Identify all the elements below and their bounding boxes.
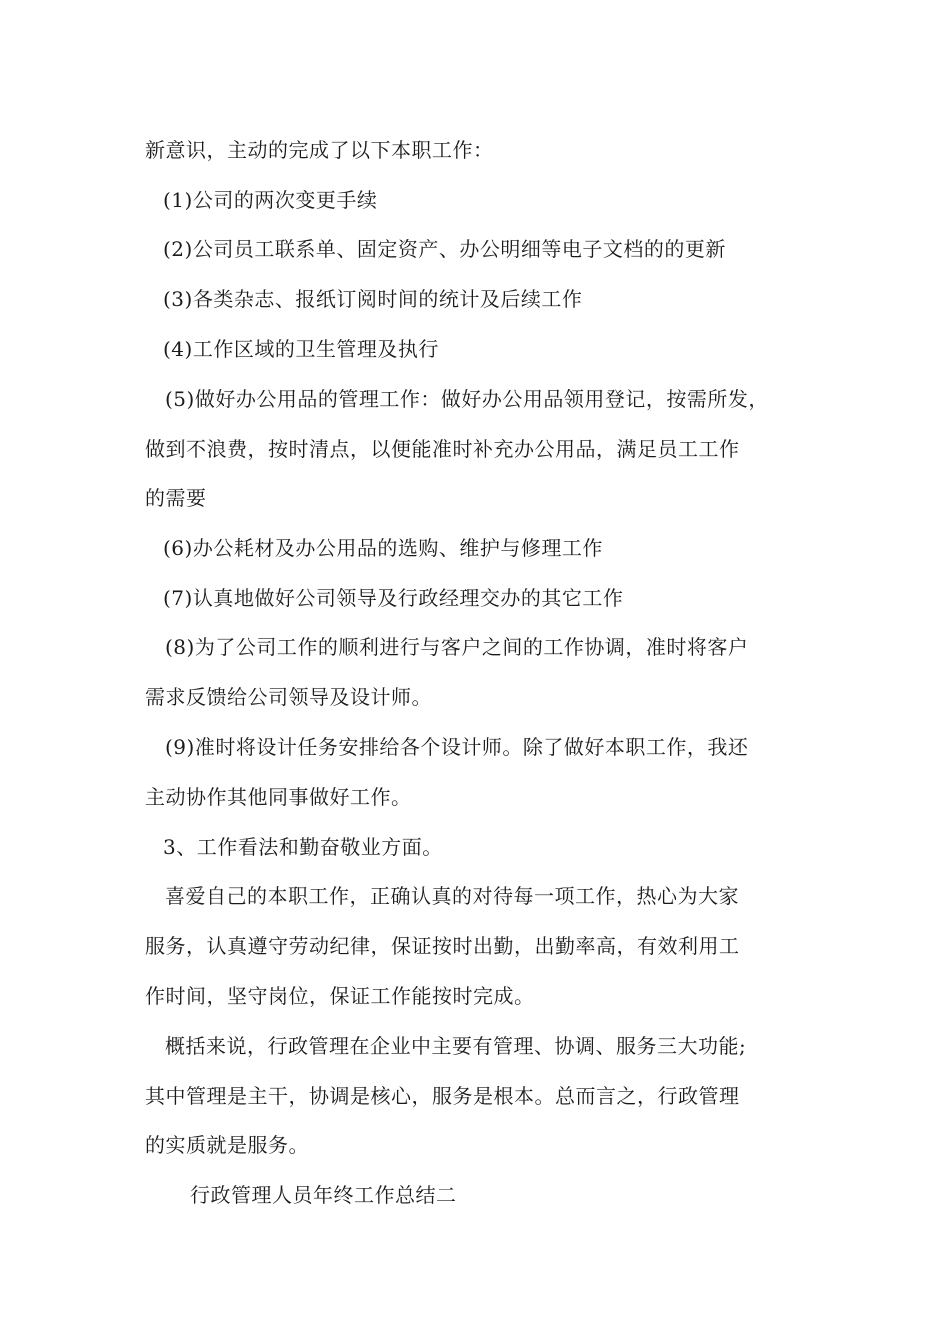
list-item-5-continued: 的需要 <box>145 486 207 510</box>
list-item-9-continued: 主动协作其他同事做好工作。 <box>145 785 412 809</box>
paragraph-line: 新意识，主动的完成了以下本职工作： <box>145 138 494 162</box>
list-item-7: (7)认真地做好公司领导及行政经理交办的其它工作 <box>163 586 624 610</box>
list-item-5: (5)做好办公用品的管理工作：做好办公用品领用登记，按需所发， <box>165 387 769 411</box>
paragraph-line: 服务，认真遵守劳动纪律，保证按时出勤，出勤率高，有效利用工 <box>145 934 740 958</box>
list-item-2: (2)公司员工联系单、固定资产、办公明细等电子文档的的更新 <box>163 237 726 261</box>
paragraph-line: 喜爱自己的本职工作，正确认真的对待每一项工作，热心为大家 <box>165 884 739 908</box>
section-heading: 3、工作看法和勤奋敬业方面。 <box>163 835 443 859</box>
list-item-5-continued: 做到不浪费，按时清点，以便能准时补充办公用品，满足员工工作 <box>145 437 740 461</box>
list-item-1: (1)公司的两次变更手续 <box>163 188 378 212</box>
paragraph-line: 的实质就是服务。 <box>145 1133 309 1157</box>
list-item-8: (8)为了公司工作的顺利进行与客户之间的工作协调，准时将客户 <box>165 635 749 659</box>
paragraph-line: 作时间，坚守岗位，保证工作能按时完成。 <box>145 984 535 1008</box>
list-item-9: (9)准时将设计任务安排给各个设计师。除了做好本职工作，我还 <box>165 735 749 759</box>
paragraph-line: 概括来说，行政管理在企业中主要有管理、协调、服务三大功能; <box>165 1034 747 1058</box>
list-item-8-continued: 需求反馈给公司领导及设计师。 <box>145 685 432 709</box>
list-item-6: (6)办公耗材及办公用品的选购、维护与修理工作 <box>163 536 603 560</box>
paragraph-line: 其中管理是主干，协调是核心，服务是根本。总而言之，行政管理 <box>145 1084 740 1108</box>
list-item-3: (3)各类杂志、报纸订阅时间的统计及后续工作 <box>163 287 583 311</box>
document-title: 行政管理人员年终工作总结二 <box>190 1183 457 1207</box>
list-item-4: (4)工作区域的卫生管理及执行 <box>163 337 439 361</box>
